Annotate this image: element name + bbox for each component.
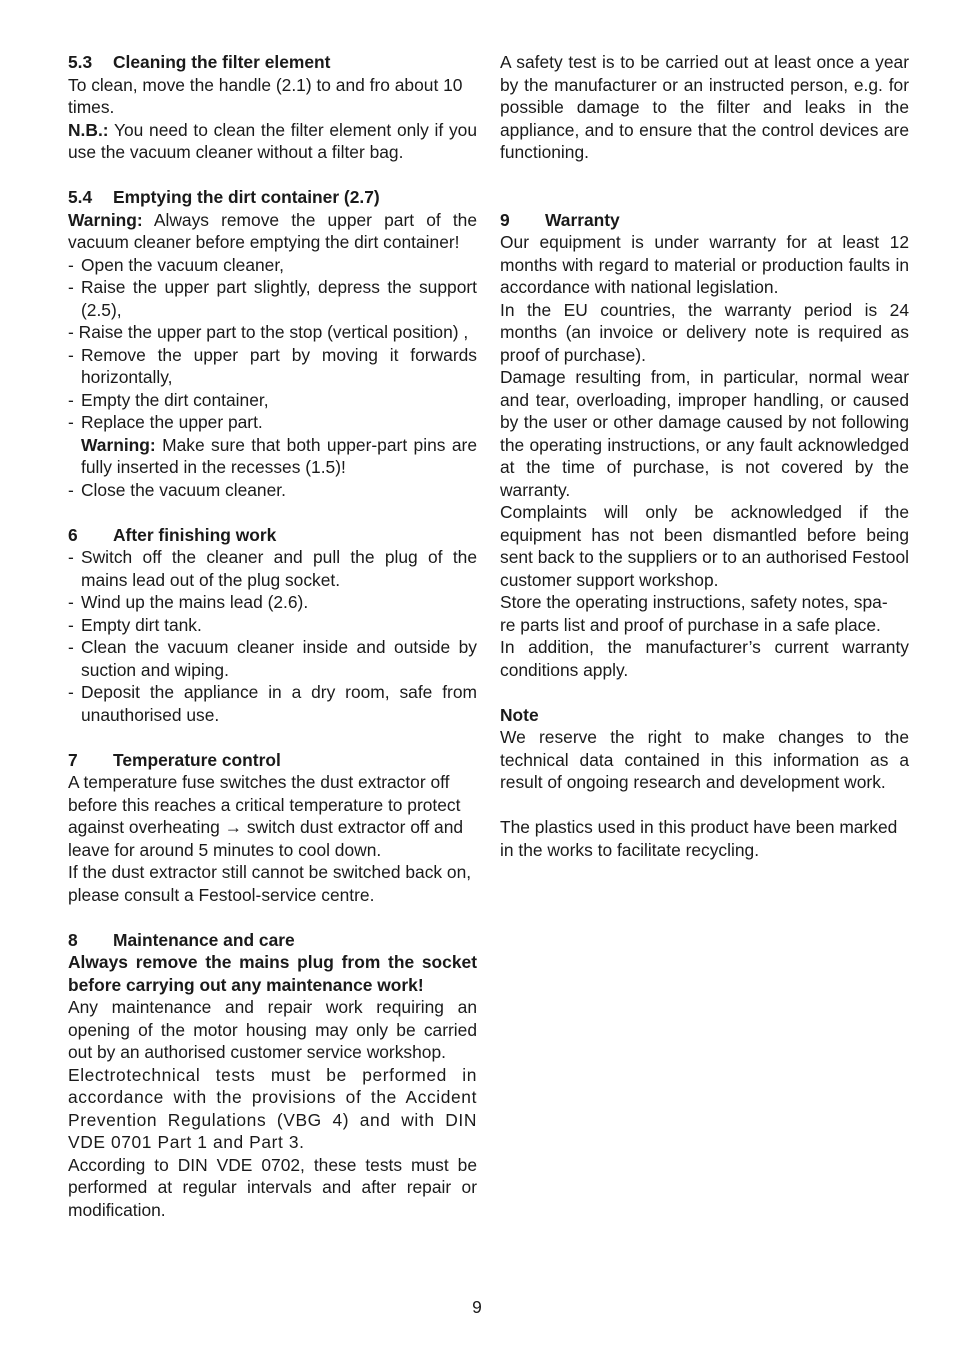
list-item-text: Clean the vacuum cleaner inside and outside by suction and wiping. <box>81 637 477 680</box>
section-8-heading <box>68 929 477 952</box>
paragraph <box>68 771 477 861</box>
paragraph: Complaints will only be acknowledged if the equipment has not been dismantled before being sent back to the suppliers or to an authorised Festool customer support workshop. <box>500 502 909 590</box>
list-item-text: Replace the upper part. <box>81 412 263 432</box>
dash-bullet: - <box>68 479 74 500</box>
dash-bullet: - <box>68 322 74 342</box>
section-7-heading <box>68 749 477 772</box>
safety-test-paragraph: A safety test is to be carried out at least once a year by the manufacturer or an instructed person, e.g. for possible damage to the filter and leaks in the appliance, and to ensure that the control devices are functioning. <box>500 52 909 162</box>
paragraph: The plastics used in this product have been marked in the works to facilitate recycling. <box>500 817 898 860</box>
section-title: After finishing work <box>113 524 277 545</box>
section-number: 6 <box>68 524 78 545</box>
list-item-text: Remove the upper part by moving it forwards horizontally, <box>81 344 477 387</box>
section-number: 8 <box>68 929 78 950</box>
paragraph: Any maintenance and repair work requiring an opening of the motor housing may only be carried out by an authorised customer service workshop. <box>68 997 477 1062</box>
paragraph: To clean, move the handle (2.1) to and fro about 10 times. <box>68 74 463 117</box>
paragraph: Damage resulting from, in particular, normal wear and tear, overloading, improper handling, or caused by the user or other damage caused by not following the operating instructions, or any fault acknowledged at the time of purchase, is not covered by the warranty. <box>500 367 909 500</box>
dash-bullet: - <box>68 614 74 635</box>
warning-label: Warning: <box>68 209 143 230</box>
section-number: 5.4 <box>68 187 93 207</box>
paragraph-text: switch dust extractor off and leave for around 5 minutes to cool down. <box>68 817 464 860</box>
dash-bullet: - <box>68 412 74 432</box>
section-9-heading <box>500 209 909 232</box>
list-item <box>68 389 477 412</box>
section-number: 9 <box>500 209 510 230</box>
dash-bullet: - <box>68 389 74 410</box>
section-title: Warranty <box>545 209 620 230</box>
nb-text: You need to clean the filter element only if you use the vacuum cleaner without a filter bag. <box>68 119 477 162</box>
list-item-text: Close the vacuum cleaner. <box>81 479 286 500</box>
section-5-4-heading <box>68 186 477 209</box>
dash-bullet: - <box>68 254 74 275</box>
section-5-3-heading <box>68 51 477 74</box>
paragraph: Our equipment is under warranty for at least 12 months with regard to material or production faults in accordance with national legislation. <box>500 232 909 297</box>
paragraph-text: A temperature fuse switches the dust extractor off before this reaches a critical temperature to protect against overheating <box>68 772 461 837</box>
paragraph-text: Store the operating instructions, safety notes, spa- <box>500 592 888 612</box>
arrow-right-icon: → <box>224 817 243 837</box>
nb-label: N.B.: <box>68 119 109 140</box>
paragraph: If the dust extractor still cannot be switched back on, please consult a Festool-service centre. <box>68 862 472 905</box>
list-item <box>68 591 477 614</box>
paragraph: In addition, the manufacturer’s current warranty conditions apply. <box>500 637 909 680</box>
list-item <box>68 344 477 389</box>
section-6-heading <box>68 524 477 547</box>
dash-bullet: - <box>68 682 74 702</box>
paragraph: According to DIN VDE 0702, these tests must be performed at regular intervals and after repair or modification. <box>68 1154 477 1220</box>
list-item <box>68 254 477 277</box>
list-item-text: Empty the dirt container, <box>81 389 269 410</box>
list-item <box>68 411 477 434</box>
section-title: Cleaning the filter element <box>113 52 331 72</box>
page-number: 9 <box>472 1297 482 1317</box>
section-number: 5.3 <box>68 52 93 72</box>
dash-bullet: - <box>68 592 74 612</box>
warning-paragraph <box>68 209 477 254</box>
warning-label: Warning: <box>81 434 156 455</box>
list-item <box>68 681 477 726</box>
list-item-text: Deposit the appliance in a dry room, safe from unauthorised use. <box>81 682 477 725</box>
nb-paragraph <box>68 119 477 164</box>
list-item <box>68 479 477 502</box>
list-item-text: Raise the upper part slightly, depress the support (2.5), <box>81 277 477 320</box>
list-item <box>68 546 477 591</box>
paragraph: We reserve the right to make changes to the technical data contained in this information as a result of ongoing research and development work. <box>500 727 909 792</box>
warning-text: Always remove the upper part of the vacuum cleaner before emptying the dirt container! <box>68 209 477 252</box>
paragraph <box>500 591 909 636</box>
section-title: Temperature control <box>113 749 281 770</box>
list-item-text: Switch off the cleaner and pull the plug of the mains lead out of the plug socket. <box>81 547 477 590</box>
warning-text: Make sure that both upper-part pins are fully inserted in the recesses (1.5)! <box>81 434 477 477</box>
paragraph: Electrotechnical tests must be performed in accordance with the provisions of the Accident Prevention Regulations (VBG 4) and with DIN VDE 0701 Part 1 and Part 3. <box>68 1064 477 1152</box>
list-item <box>68 614 477 637</box>
paragraph: In the EU countries, the warranty period is 24 months (an invoice or delivery note is required as proof of purchase). <box>500 299 909 365</box>
list-item-text: Raise the upper part to the stop (vertical position) , <box>78 322 469 342</box>
list-item-text: Empty dirt tank. <box>81 614 202 635</box>
list-item-text: Wind up the mains lead (2.6). <box>81 592 309 612</box>
note-heading: Note <box>500 704 539 725</box>
section-title: Emptying the dirt container (2.7) <box>113 187 380 207</box>
dash-bullet: - <box>68 344 74 365</box>
list-item-text: Open the vacuum cleaner, <box>81 254 285 275</box>
bold-warning: Always remove the mains plug from the socket before carrying out any maintenance work! <box>68 952 477 995</box>
dash-bullet: - <box>68 637 74 657</box>
dash-bullet: - <box>68 277 74 297</box>
right-column <box>500 51 909 861</box>
warning-paragraph <box>68 434 477 479</box>
list-item <box>68 321 477 344</box>
section-title: Maintenance and care <box>113 929 295 950</box>
list-item <box>68 276 477 321</box>
dash-bullet: - <box>68 547 74 567</box>
paragraph-text: re parts list and proof of purchase in a safe place. <box>500 614 881 635</box>
section-number: 7 <box>68 749 78 770</box>
left-column <box>68 51 477 1221</box>
list-item <box>68 636 477 681</box>
